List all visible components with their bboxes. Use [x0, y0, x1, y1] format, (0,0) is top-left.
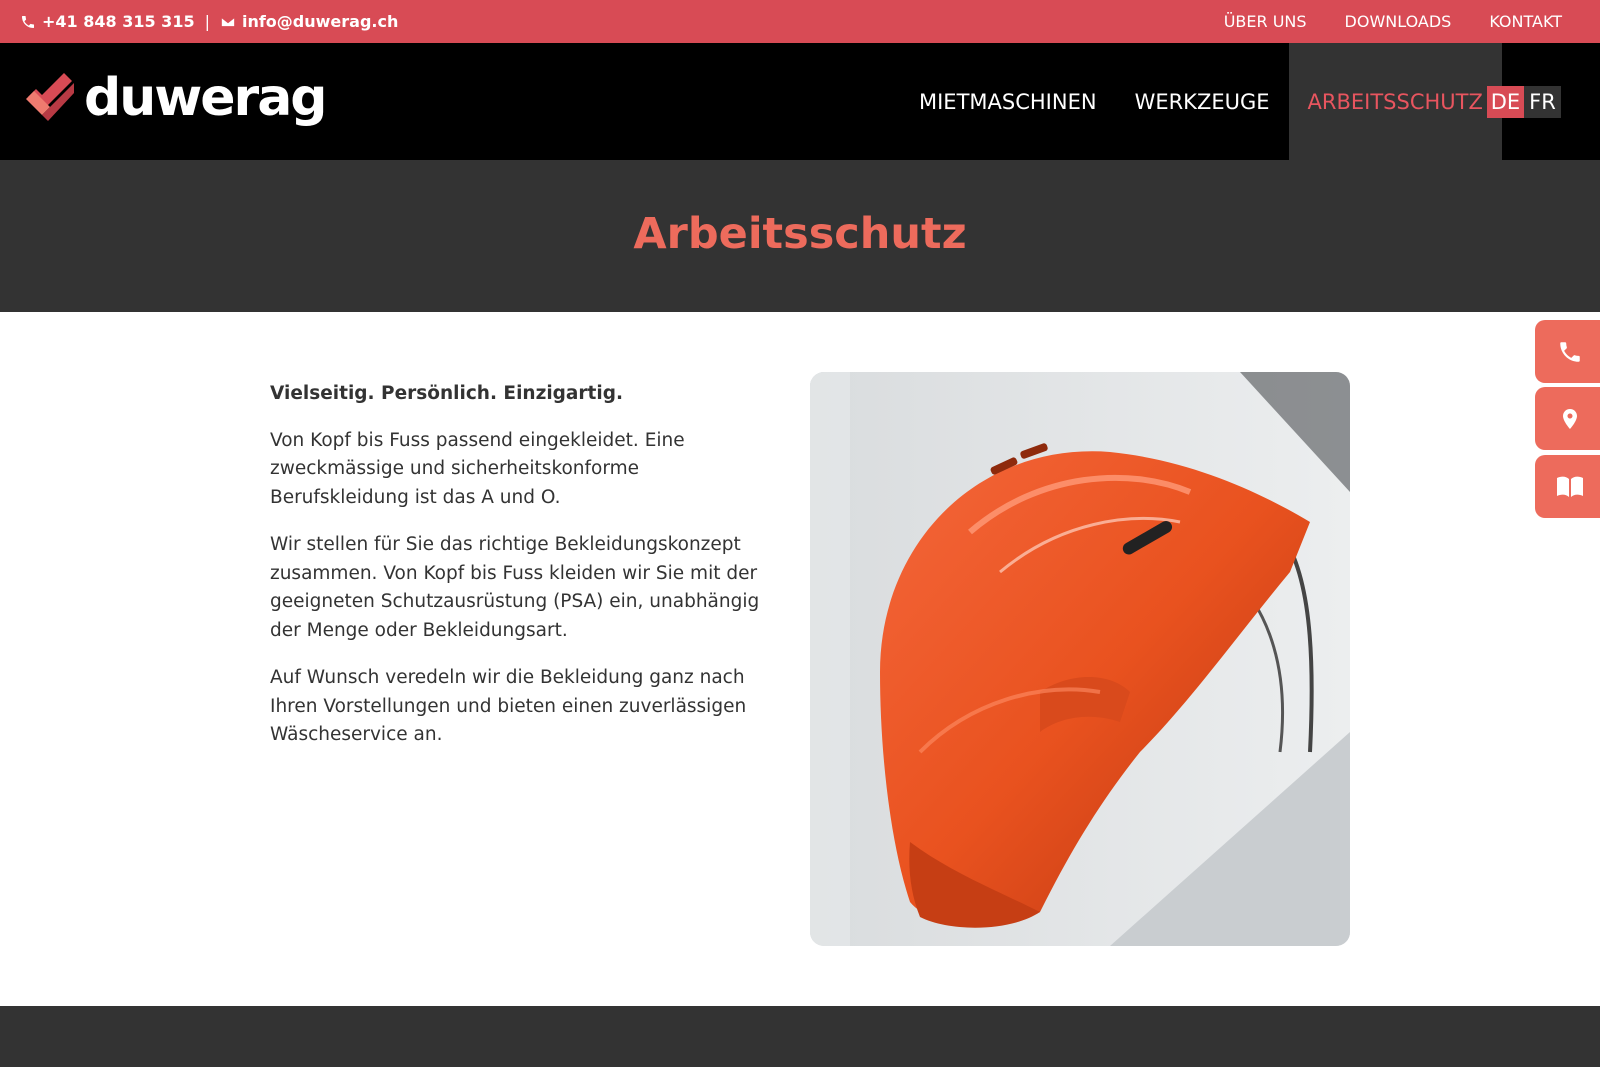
email-link[interactable]: info@duwerag.ch	[241, 12, 399, 31]
top-link-downloads[interactable]: DOWNLOADS	[1344, 12, 1452, 31]
logo-text: duwerag	[84, 68, 326, 128]
top-link-ueber-uns[interactable]: ÜBER UNS	[1223, 12, 1307, 31]
book-icon	[1556, 475, 1584, 499]
nav-item-label: ARBEITSSCHUTZ	[1307, 89, 1483, 114]
paragraph: Wir stellen für Sie das richtige Bekleidungskonzept zusammen. Von Kopf bis Fuss kleiden wir Sie mit der geeigneten Schutzausrüstung (PSA) ein, unabhängig der Menge oder Bekleidungsart.	[270, 534, 760, 641]
nav-item-label: WERKZEUGE	[1134, 89, 1270, 114]
lang-de-button[interactable]: DE	[1487, 86, 1524, 118]
nav-item-arbeitsschutz[interactable]	[1289, 43, 1502, 160]
paragraph: Von Kopf bis Fuss passend eingekleidet. Eine zweckmässige und sicherheitskonforme Berufskleidung ist das A und O.	[270, 429, 685, 508]
location-pin-icon	[1558, 406, 1582, 432]
lead-text: Vielseitig. Persönlich. Einzigartig.	[270, 383, 623, 404]
top-bar	[0, 0, 1600, 43]
envelope-icon	[220, 14, 236, 30]
phone-link[interactable]: +41 848 315 315	[42, 12, 195, 31]
separator: |	[204, 12, 210, 31]
logo-mark-icon	[20, 67, 80, 129]
main-header	[0, 43, 1600, 160]
page-title: Arbeitsschutz	[633, 209, 967, 259]
nav-item-label: MIETMASCHINEN	[919, 89, 1097, 114]
paragraph: Auf Wunsch veredeln wir die Bekleidung ganz nach Ihren Vorstellungen und bieten einen zuverlässigen Wäscheservice an.	[270, 667, 747, 745]
contact-info	[20, 12, 398, 31]
phone-icon	[20, 14, 36, 30]
phone-icon	[1557, 339, 1583, 365]
content-text	[270, 380, 770, 769]
lang-fr-button[interactable]: FR	[1524, 86, 1561, 118]
logo[interactable]	[20, 67, 326, 129]
side-location-button[interactable]	[1535, 387, 1600, 450]
footer	[0, 1006, 1600, 1067]
nav-item-werkzeuge[interactable]	[1116, 43, 1289, 160]
helmet-photo	[810, 372, 1350, 946]
page-title-band	[0, 160, 1600, 312]
top-links	[1224, 12, 1562, 31]
nav-item-mietmaschinen[interactable]	[900, 43, 1116, 160]
side-book-button[interactable]	[1535, 455, 1600, 518]
language-switcher	[1487, 86, 1561, 118]
top-link-kontakt[interactable]: KONTAKT	[1489, 12, 1562, 31]
main-nav	[900, 43, 1502, 160]
safety-helmet-icon	[810, 372, 1350, 946]
side-phone-button[interactable]	[1535, 320, 1600, 383]
